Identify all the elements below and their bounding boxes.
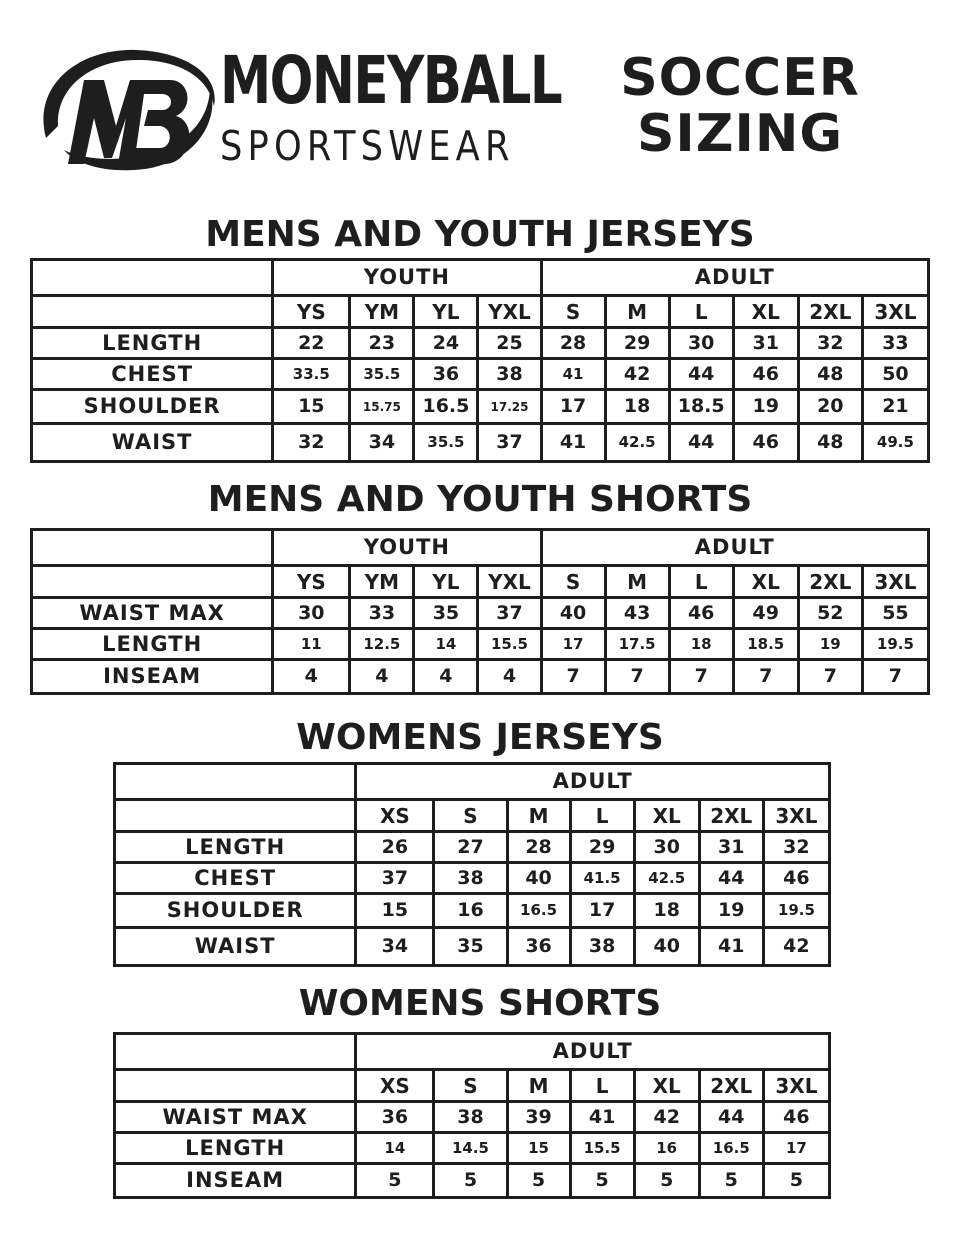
empty-cell xyxy=(32,566,273,598)
size-header: 3XL xyxy=(763,1070,829,1102)
row-label: WAIST MAX xyxy=(115,1102,356,1133)
table-cell: 30 xyxy=(273,598,350,629)
table-cell: 40 xyxy=(507,863,570,894)
table-cell: 15 xyxy=(356,894,434,928)
table-cell: 19 xyxy=(733,390,798,424)
size-header: XL xyxy=(733,296,798,328)
table-cell: 42 xyxy=(634,1102,699,1133)
table-cell: 46 xyxy=(733,424,798,462)
table-cell: 17.25 xyxy=(478,390,541,424)
table-cell: 30 xyxy=(634,832,699,863)
table-cell: 41 xyxy=(570,1102,634,1133)
row-label: CHEST xyxy=(115,863,356,894)
row-label: WAIST MAX xyxy=(32,598,273,629)
table-cell: 35.5 xyxy=(414,424,478,462)
table-cell: 36 xyxy=(356,1102,434,1133)
table-cell: 7 xyxy=(669,660,733,694)
table-cell: 5 xyxy=(356,1164,434,1198)
table-row xyxy=(115,894,830,928)
table-cell: 16.5 xyxy=(414,390,478,424)
table-cell: 44 xyxy=(669,359,733,390)
table-cell: 41.5 xyxy=(570,863,634,894)
table-cell: 48 xyxy=(798,424,862,462)
table-group-row xyxy=(115,1034,830,1070)
size-header: S xyxy=(434,800,507,832)
table-cell: 16 xyxy=(434,894,507,928)
size-header: XS xyxy=(356,1070,434,1102)
table-cell: 43 xyxy=(605,598,669,629)
table-cell: 40 xyxy=(541,598,605,629)
table-cell: 5 xyxy=(634,1164,699,1198)
brand-name: MONEYBALL xyxy=(220,42,562,119)
table-cell: 19 xyxy=(699,894,763,928)
size-header: 3XL xyxy=(763,800,829,832)
table-cell: 18 xyxy=(605,390,669,424)
page-title-line2: SIZING xyxy=(636,104,844,164)
table-cell: 36 xyxy=(507,928,570,966)
size-header: L xyxy=(570,1070,634,1102)
table-cell: 18 xyxy=(669,629,733,660)
size-header: YS xyxy=(273,296,350,328)
table-cell: 37 xyxy=(478,598,541,629)
table-cell: 37 xyxy=(478,424,541,462)
table-group-row xyxy=(32,530,929,566)
row-label: LENGTH xyxy=(115,832,356,863)
table-cell: 46 xyxy=(669,598,733,629)
table-cell: 50 xyxy=(862,359,928,390)
size-header: YXL xyxy=(478,296,541,328)
size-header-row xyxy=(115,800,830,832)
table-cell: 16.5 xyxy=(507,894,570,928)
size-header: 2XL xyxy=(699,1070,763,1102)
size-header: S xyxy=(541,566,605,598)
table-cell: 24 xyxy=(414,328,478,359)
empty-cell xyxy=(32,296,273,328)
row-label: SHOULDER xyxy=(32,390,273,424)
mens-jerseys-table xyxy=(30,258,930,463)
table-cell: 17.5 xyxy=(605,629,669,660)
table-cell: 34 xyxy=(356,928,434,966)
section-title-womens-shorts: WOMENS SHORTS xyxy=(298,983,662,1024)
table-cell: 19.5 xyxy=(763,894,829,928)
size-header: 2XL xyxy=(798,566,862,598)
table-cell: 31 xyxy=(699,832,763,863)
size-header: 2XL xyxy=(798,296,862,328)
table-cell: 15.75 xyxy=(350,390,414,424)
table-cell: 38 xyxy=(478,359,541,390)
table-cell: 5 xyxy=(507,1164,570,1198)
row-label: LENGTH xyxy=(115,1133,356,1164)
table-cell: 38 xyxy=(570,928,634,966)
table-cell: 18 xyxy=(634,894,699,928)
table-cell: 42.5 xyxy=(634,863,699,894)
table-row xyxy=(32,328,929,359)
table-cell: 17 xyxy=(541,390,605,424)
table-cell: 18.5 xyxy=(733,629,798,660)
womens-jerseys-table xyxy=(113,762,831,967)
size-header: 2XL xyxy=(699,800,763,832)
table-cell: 7 xyxy=(541,660,605,694)
size-header-row xyxy=(32,296,929,328)
table-cell: 4 xyxy=(273,660,350,694)
table-cell: 49.5 xyxy=(862,424,928,462)
table-cell: 7 xyxy=(733,660,798,694)
section-title-mens-shorts: MENS AND YOUTH SHORTS xyxy=(207,479,753,520)
row-label: INSEAM xyxy=(115,1164,356,1198)
table-cell: 38 xyxy=(434,1102,507,1133)
table-cell: 18.5 xyxy=(669,390,733,424)
table-cell: 27 xyxy=(434,832,507,863)
moneyball-logo-icon xyxy=(38,46,218,174)
table-cell: 41 xyxy=(541,424,605,462)
table-cell: 4 xyxy=(414,660,478,694)
size-header: YXL xyxy=(478,566,541,598)
table-cell: 46 xyxy=(763,1102,829,1133)
row-label: LENGTH xyxy=(32,328,273,359)
size-header: YS xyxy=(273,566,350,598)
row-label: SHOULDER xyxy=(115,894,356,928)
table-cell: 17 xyxy=(541,629,605,660)
size-header: YL xyxy=(414,566,478,598)
brand-logo xyxy=(38,40,562,180)
row-label: WAIST xyxy=(115,928,356,966)
table-cell: 7 xyxy=(862,660,928,694)
table-row xyxy=(32,660,929,694)
size-header-row xyxy=(32,566,929,598)
table-cell: 42.5 xyxy=(605,424,669,462)
table-cell: 7 xyxy=(605,660,669,694)
table-cell: 17 xyxy=(763,1133,829,1164)
table-cell: 37 xyxy=(356,863,434,894)
table-cell: 14 xyxy=(356,1133,434,1164)
table-cell: 5 xyxy=(570,1164,634,1198)
table-cell: 22 xyxy=(273,328,350,359)
table-cell: 19 xyxy=(798,629,862,660)
table-cell: 15 xyxy=(507,1133,570,1164)
youth-group-header: YOUTH xyxy=(273,260,541,296)
size-header: XL xyxy=(634,1070,699,1102)
table-row xyxy=(115,1102,830,1133)
table-cell: 39 xyxy=(507,1102,570,1133)
size-header: XL xyxy=(733,566,798,598)
adult-group-header: ADULT xyxy=(541,530,928,566)
table-cell: 4 xyxy=(478,660,541,694)
table-cell: 41 xyxy=(699,928,763,966)
size-header: M xyxy=(605,296,669,328)
table-cell: 5 xyxy=(763,1164,829,1198)
table-cell: 34 xyxy=(350,424,414,462)
table-cell: 32 xyxy=(798,328,862,359)
table-cell: 15.5 xyxy=(478,629,541,660)
adult-group-header: ADULT xyxy=(541,260,928,296)
row-label: INSEAM xyxy=(32,660,273,694)
table-cell: 55 xyxy=(862,598,928,629)
table-row xyxy=(32,424,929,462)
table-cell: 48 xyxy=(798,359,862,390)
table-row xyxy=(115,1164,830,1198)
size-header: YL xyxy=(414,296,478,328)
table-cell: 35 xyxy=(434,928,507,966)
adult-group-header: ADULT xyxy=(356,764,830,800)
table-cell: 35.5 xyxy=(350,359,414,390)
section-title-womens-jerseys: WOMENS JERSEYS xyxy=(296,717,664,758)
table-row xyxy=(32,390,929,424)
table-cell: 46 xyxy=(733,359,798,390)
page-title xyxy=(590,50,890,162)
table-cell: 44 xyxy=(669,424,733,462)
size-header: S xyxy=(434,1070,507,1102)
row-label: WAIST xyxy=(32,424,273,462)
table-cell: 28 xyxy=(541,328,605,359)
size-header: YM xyxy=(350,296,414,328)
size-header: 3XL xyxy=(862,566,928,598)
table-row xyxy=(115,863,830,894)
table-cell: 28 xyxy=(507,832,570,863)
table-row xyxy=(32,359,929,390)
size-header: 3XL xyxy=(862,296,928,328)
empty-cell xyxy=(32,260,273,296)
youth-group-header: YOUTH xyxy=(273,530,541,566)
table-cell: 42 xyxy=(605,359,669,390)
table-cell: 21 xyxy=(862,390,928,424)
size-header: L xyxy=(669,566,733,598)
table-cell: 33 xyxy=(350,598,414,629)
table-cell: 14 xyxy=(414,629,478,660)
size-header: YM xyxy=(350,566,414,598)
table-cell: 41 xyxy=(541,359,605,390)
table-cell: 52 xyxy=(798,598,862,629)
brand-tagline: SPORTSWEAR xyxy=(220,122,515,170)
table-cell: 14.5 xyxy=(434,1133,507,1164)
row-label: CHEST xyxy=(32,359,273,390)
table-cell: 35 xyxy=(414,598,478,629)
table-cell: 16.5 xyxy=(699,1133,763,1164)
empty-cell xyxy=(115,1034,356,1070)
size-header: L xyxy=(669,296,733,328)
empty-cell xyxy=(115,764,356,800)
table-cell: 11 xyxy=(273,629,350,660)
size-header: M xyxy=(507,800,570,832)
table-cell: 25 xyxy=(478,328,541,359)
table-cell: 5 xyxy=(699,1164,763,1198)
table-cell: 19.5 xyxy=(862,629,928,660)
table-cell: 32 xyxy=(273,424,350,462)
row-label: LENGTH xyxy=(32,629,273,660)
size-header: L xyxy=(570,800,634,832)
size-header: XL xyxy=(634,800,699,832)
table-cell: 31 xyxy=(733,328,798,359)
table-cell: 20 xyxy=(798,390,862,424)
table-cell: 7 xyxy=(798,660,862,694)
size-header-row xyxy=(115,1070,830,1102)
table-row xyxy=(32,598,929,629)
adult-group-header: ADULT xyxy=(356,1034,830,1070)
table-cell: 32 xyxy=(763,832,829,863)
page-title-line1: SOCCER xyxy=(620,48,860,108)
table-cell: 30 xyxy=(669,328,733,359)
table-cell: 23 xyxy=(350,328,414,359)
table-cell: 29 xyxy=(605,328,669,359)
table-cell: 12.5 xyxy=(350,629,414,660)
table-cell: 44 xyxy=(699,863,763,894)
table-row xyxy=(115,928,830,966)
table-cell: 40 xyxy=(634,928,699,966)
table-cell: 15.5 xyxy=(570,1133,634,1164)
table-cell: 4 xyxy=(350,660,414,694)
table-cell: 17 xyxy=(570,894,634,928)
table-cell: 16 xyxy=(634,1133,699,1164)
table-group-row xyxy=(115,764,830,800)
table-cell: 36 xyxy=(414,359,478,390)
womens-shorts-table xyxy=(113,1032,831,1199)
table-group-row xyxy=(32,260,929,296)
mens-shorts-table xyxy=(30,528,930,695)
table-cell: 42 xyxy=(763,928,829,966)
table-cell: 44 xyxy=(699,1102,763,1133)
table-cell: 46 xyxy=(763,863,829,894)
table-row xyxy=(115,832,830,863)
empty-cell xyxy=(115,1070,356,1102)
empty-cell xyxy=(32,530,273,566)
table-cell: 38 xyxy=(434,863,507,894)
section-title-mens-jerseys: MENS AND YOUTH JERSEYS xyxy=(205,214,755,255)
size-header: XS xyxy=(356,800,434,832)
table-cell: 29 xyxy=(570,832,634,863)
table-cell: 26 xyxy=(356,832,434,863)
size-header: M xyxy=(507,1070,570,1102)
table-cell: 33 xyxy=(862,328,928,359)
table-cell: 49 xyxy=(733,598,798,629)
table-row xyxy=(32,629,929,660)
size-header: S xyxy=(541,296,605,328)
table-cell: 33.5 xyxy=(273,359,350,390)
size-header: M xyxy=(605,566,669,598)
empty-cell xyxy=(115,800,356,832)
table-cell: 15 xyxy=(273,390,350,424)
table-row xyxy=(115,1133,830,1164)
table-cell: 5 xyxy=(434,1164,507,1198)
